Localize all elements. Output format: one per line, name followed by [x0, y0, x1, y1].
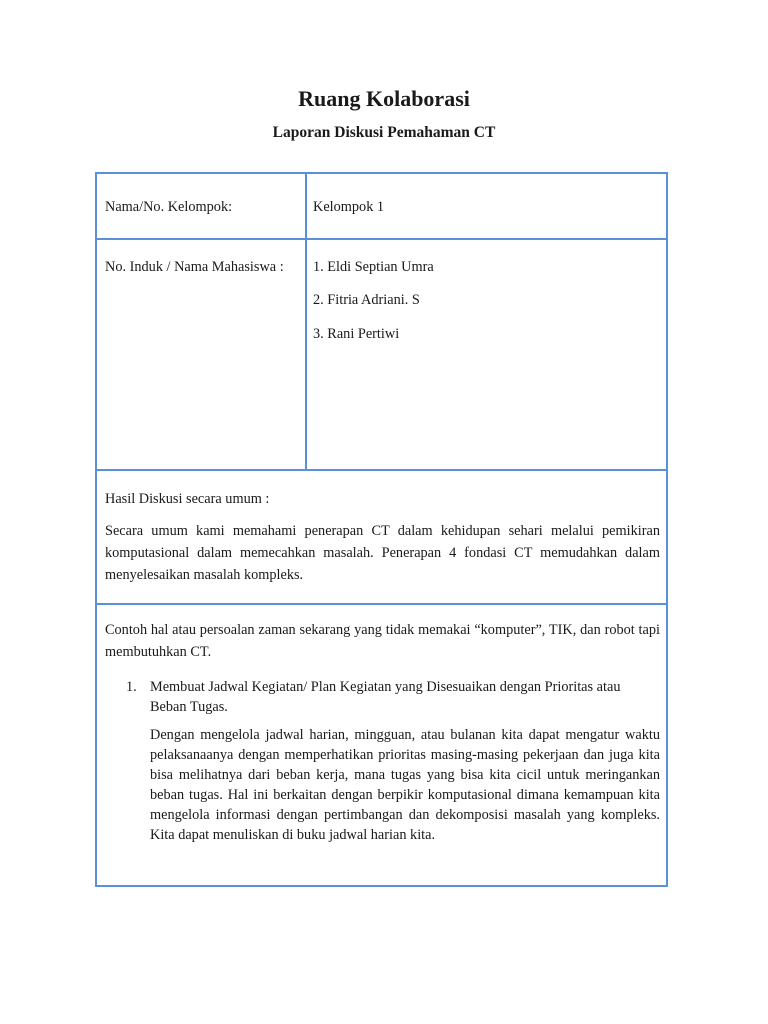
row-divider	[97, 238, 666, 240]
group-value: Kelompok 1	[313, 199, 385, 215]
row-divider	[97, 469, 666, 471]
list-item-number: 1.	[126, 679, 137, 695]
row-divider	[97, 603, 666, 605]
student-item: 1. Eldi Septian Umra	[313, 259, 434, 275]
examples-intro: Contoh hal atau persoalan zaman sekarang yang tidak memakai “komputer”, TIK, dan robot tapi membutuhkan CT.	[105, 622, 660, 660]
list-item-title: Membuat Jadwal Kegiatan/ Plan Kegiatan yang Disesuaikan dengan Prioritas atau Beban Tugas.	[150, 679, 621, 715]
report-table	[95, 172, 668, 887]
summary-body: Secara umum kami memahami penerapan CT dalam kehidupan sehari melalui pemikiran komputasional dalam memecahkan masalah. Penerapan 4 fondasi CT memudahkan dalam menyelesaikan masalah kompleks.	[105, 523, 660, 583]
student-item: 2. Fitria Adriani. S	[313, 292, 420, 308]
students-label: No. Induk / Nama Mahasiswa :	[105, 259, 284, 275]
page-subtitle: Laporan Diskusi Pemahaman CT	[272, 124, 496, 141]
column-divider	[305, 174, 307, 471]
page-title: Ruang Kolaborasi	[298, 86, 470, 111]
summary-heading: Hasil Diskusi secara umum :	[105, 491, 270, 507]
group-label: Nama/No. Kelompok:	[105, 199, 233, 215]
student-item: 3. Rani Pertiwi	[313, 326, 400, 342]
list-item-body: Dengan mengelola jadwal harian, mingguan, atau bulanan kita dapat mengatur waktu pelaksanaanya dengan memperhatikan prioritas masing-masing pekerjaan dan juga kita bisa melihatnya dari beban kerja, mana tugas yang bisa kita cicil untuk meringankan beban tugas. Hal ini berkaitan dengan berpikir komputasional dimana kemampuan kita mengelola informasi dengan pertimbangan dan dekomposisi masalah yang kompleks. Kita dapat menuliskan di buku jadwal harian kita.	[150, 727, 660, 843]
